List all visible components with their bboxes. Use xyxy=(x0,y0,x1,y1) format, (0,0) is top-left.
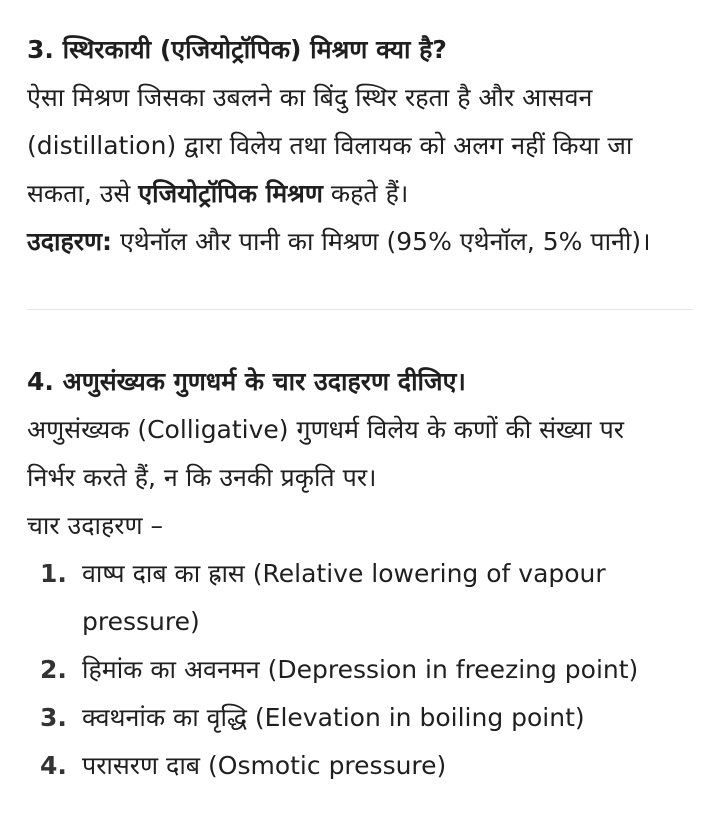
line-3-suffix: कहते हैं। xyxy=(322,179,409,208)
example-label: उदाहरण: xyxy=(27,227,113,256)
list-item-text: हिमांक का अवनमन (Depression in freezing point) xyxy=(82,655,639,684)
list-item-number: 2. xyxy=(40,655,67,684)
question-3-example xyxy=(27,218,697,266)
question-4-section xyxy=(27,358,697,790)
list-item xyxy=(27,646,697,694)
examples-list xyxy=(27,550,697,790)
list-item-number: 4. xyxy=(40,751,67,780)
list-item xyxy=(27,694,697,742)
example-text: एथेनॉल और पानी का मिश्रण (95% एथेनॉल, 5% पानी)। xyxy=(112,227,651,256)
list-item-number: 1. xyxy=(40,559,67,588)
question-3-title: 3. स्थिरकायी (एजियोट्रॉपिक) मिश्रण क्या है? xyxy=(27,35,447,64)
question-4-answer-line-2: निर्भर करते हैं, न कि उनकी प्रकृति पर। xyxy=(27,463,377,492)
question-3-answer-line-2: (distillation) द्वारा विलेय तथा विलायक को अलग नहीं किया जा xyxy=(27,131,633,160)
list-item-text: परासरण दाब (Osmotic pressure) xyxy=(82,751,447,780)
list-item-text: क्वथनांक का वृद्धि (Elevation in boiling point) xyxy=(82,703,585,732)
question-3-answer-line-3 xyxy=(27,170,697,218)
list-item-text: वाष्प दाब का ह्रास (Relative lowering of vapour pressure) xyxy=(82,559,606,636)
question-3-answer-line-1: ऐसा मिश्रण जिसका उबलने का बिंदु स्थिर रहता है और आसवन xyxy=(27,83,593,112)
question-4-answer-line-1: अणुसंख्यक (Colligative) गुणधर्म विलेय के कणों की संख्या पर xyxy=(27,415,625,444)
examples-intro: चार उदाहरण – xyxy=(27,511,163,540)
list-item-number: 3. xyxy=(40,703,67,732)
list-item xyxy=(27,550,697,646)
azeotrope-term: एजियोट्रॉपिक मिश्रण xyxy=(138,179,323,208)
list-item xyxy=(27,742,697,790)
line-3-prefix: सकता, उसे xyxy=(27,179,139,208)
question-4-title: 4. अणुसंख्यक गुणधर्म के चार उदाहरण दीजिए। xyxy=(27,367,466,396)
question-3-section xyxy=(27,26,697,266)
section-divider xyxy=(27,309,693,310)
